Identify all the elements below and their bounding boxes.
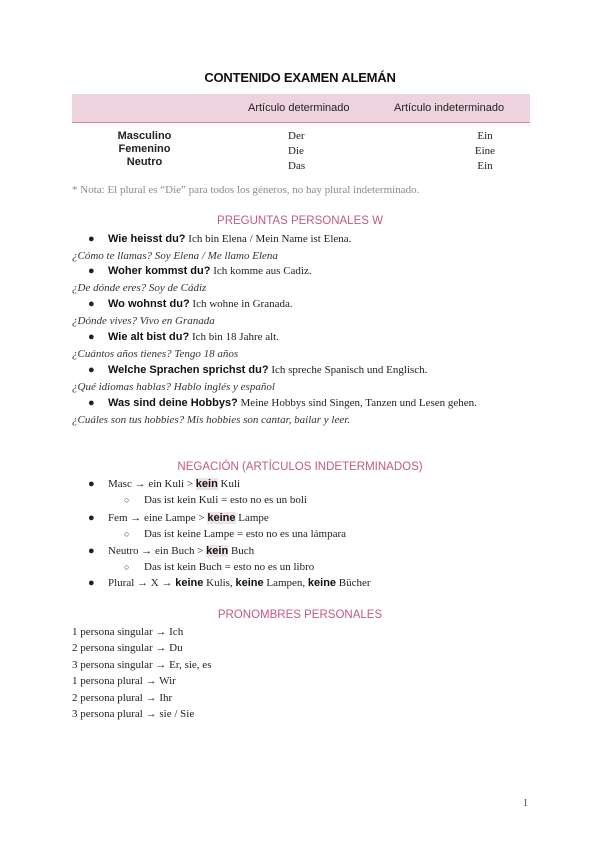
negation-keyword: kein [195,478,218,490]
list-item: ● Fem → eine Lampe > keine Lampe [88,512,269,524]
indet-cell: Ein [477,160,493,172]
list-item: ● Woher kommst du? Ich komme aus Cadiz. [88,265,312,277]
negation-text: Kuli [217,478,241,490]
example-sentence: Das ist keine Lampe = esto no es una lámpara [144,528,347,540]
articles-table [72,94,530,175]
translation: ¿Cuántos años tienes? Tengo 18 años [72,348,239,360]
negation-text: Kulis, [203,577,236,589]
det-cell: Das [288,160,306,172]
negation-keyword: keine [175,577,204,589]
gender-cell: Neutro [126,156,163,168]
answer: Ich komme aus Cadiz. [210,265,312,277]
table-row [72,156,530,175]
negation-text: Buch [228,545,255,557]
sub-list-item: ○ Das ist keine Lampe = esto no es una lámpara [124,528,347,540]
question: Was sind deine Hobbys? [108,397,238,409]
negation-text: Masc → ein Kuli > [108,478,196,490]
answer: Ich bin Elena / Mein Name ist Elena. [185,233,352,245]
section-title-pronombres: PRONOMBRES PERSONALES [217,609,383,621]
pronoun-line: 3 persona plural → sie / Sie [72,708,195,720]
answer: Ich wohne in Granada. [189,298,293,310]
pronoun-line: 2 persona plural → Ihr [72,692,173,704]
negation-keyword: keine [307,577,337,589]
translation: ¿Dónde vives? Vivo en Granada [72,315,215,327]
list-item: ● Wie alt bist du? Ich bin 18 Jahre alt. [88,331,279,343]
pronoun-line: 2 persona singular → Du [72,642,183,654]
indet-cell: Ein [477,130,493,142]
pronoun-line: 1 persona plural → Wir [72,675,176,687]
question: Woher kommst du? [108,265,211,277]
negation-text: Fem → eine Lampe > [108,512,208,524]
question: Welche Sprachen sprichst du? [108,364,269,376]
translation: ¿Cómo te llamas? Soy Elena / Me llamo Elena [72,250,278,262]
indet-cell: Eine [474,145,496,157]
list-item: ● Wie heisst du? Ich bin Elena / Mein Name ist Elena. [88,233,352,245]
negation-keyword: keine [235,577,264,589]
page-title: CONTENIDO EXAMEN ALEMÁN [204,70,396,85]
answer: Meine Hobbys sind Singen, Tanzen und Lesen gehen. [237,397,477,409]
translation: ¿Qué idiomas hablas? Hablo inglés y español [72,381,275,393]
list-item: ● Neutro → ein Buch > kein Buch [88,545,255,557]
pronoun-line: 1 persona singular → Ich [72,626,184,638]
negation-text: Neutro → ein Buch > [108,545,207,557]
list-item: ● Wo wohnst du? Ich wohne in Granada. [88,298,293,310]
sub-list-item: ○ Das ist kein Kuli = esto no es un boli [124,494,307,506]
header-indeterminado: Artículo indeterminado [394,102,505,114]
list-item-plural: ● Plural → X → keine Kulis, keine Lampen, keine Bücher [88,577,371,589]
plural-note: * Nota: El plural es “Die” para todos los géneros, no hay plural indeterminado. [72,184,420,196]
pronoun-line: 3 persona singular → Er, sie, es [72,659,212,671]
example-sentence: Das ist kein Buch = esto no es un libro [144,561,315,573]
translation: ¿Cuáles son tus hobbies? Mis hobbies son cantar, bailar y leer. [72,414,351,426]
question: Wo wohnst du? [108,298,190,310]
negation-text: Lampen, [263,577,308,589]
det-cell: Der [288,130,305,142]
articles-table-header [72,94,530,123]
gender-cell: Masculino [117,130,172,142]
negation-text: Plural → X → [108,577,176,589]
negation-keyword: keine [207,512,236,524]
det-cell: Die [288,145,304,157]
section-title-preguntas: PREGUNTAS PERSONALES W [217,215,383,227]
example-sentence: Das ist kein Kuli = esto no es un boli [144,494,307,506]
sub-list-item: ○ Das ist kein Buch = esto no es un libro [124,561,315,573]
gender-cell: Femenino [118,143,171,155]
header-determinado: Artículo determinado [248,102,350,114]
negation-keyword: kein [206,545,229,557]
answer: Ich spreche Spanisch und Englisch. [268,364,428,376]
negation-text: Lampe [235,512,269,524]
translation: ¿De dónde eres? Soy de Cádiz [72,282,207,294]
negation-text: Bücher [336,577,371,589]
page-number: 1 [523,798,528,809]
list-item: ● Masc → ein Kuli > kein Kuli [88,478,241,490]
question: Wie alt bist du? [108,331,190,343]
section-title-negacion: NEGACIÓN (ARTÍCULOS INDETERMINADOS) [177,461,423,473]
list-item: ● Welche Sprachen sprichst du? Ich spreche Spanisch und Englisch. [88,364,428,376]
list-item: ● Was sind deine Hobbys? Meine Hobbys sind Singen, Tanzen und Lesen gehen. [88,397,477,409]
question: Wie heisst du? [108,233,186,245]
answer: Ich bin 18 Jahre alt. [189,331,279,343]
